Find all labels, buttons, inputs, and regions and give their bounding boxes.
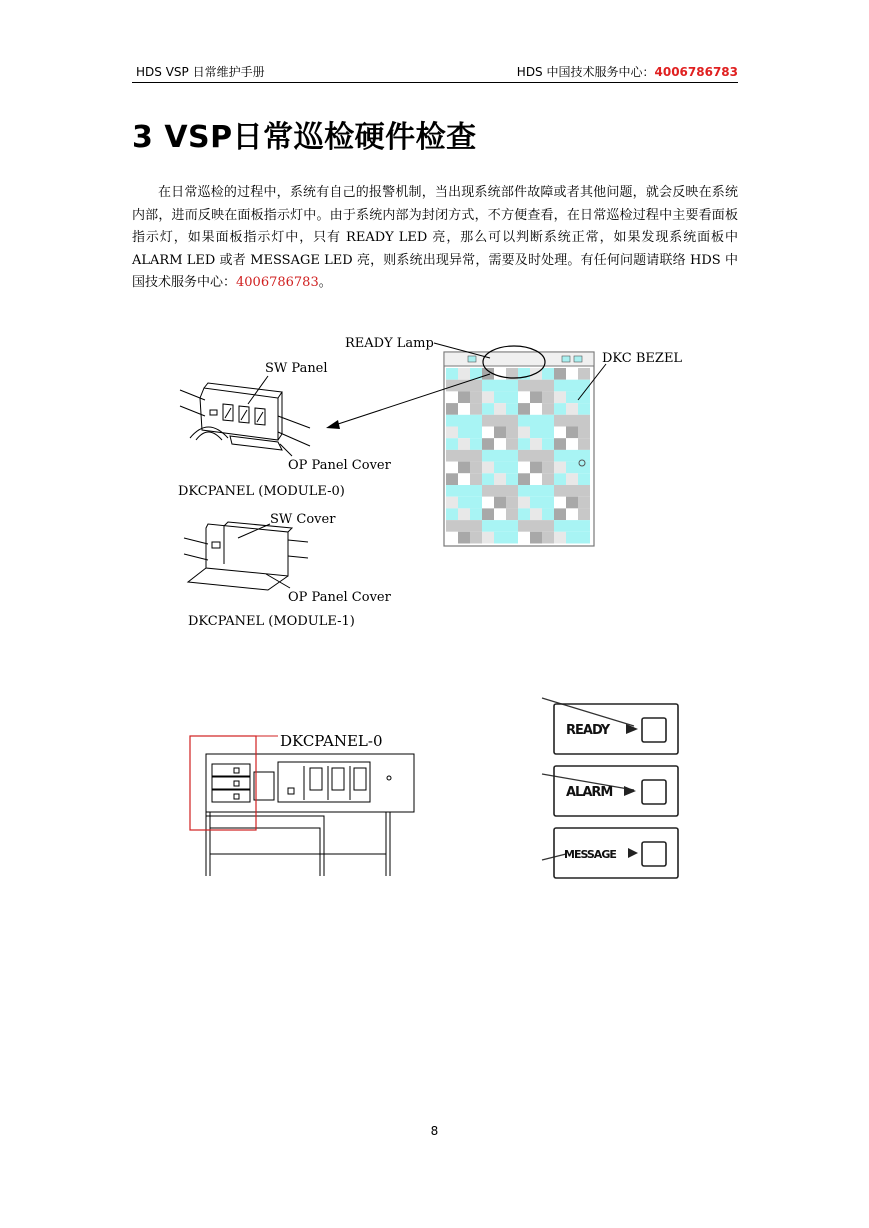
bezel-tile xyxy=(530,438,542,450)
bezel-tile xyxy=(542,427,554,439)
bezel-tile xyxy=(542,403,554,415)
dkcpanel0-label: DKCPANEL-0 xyxy=(280,732,383,750)
bezel-tile xyxy=(542,415,554,427)
bezel-tile xyxy=(506,532,518,544)
bezel-tile xyxy=(446,508,458,520)
bezel-tile xyxy=(470,427,482,439)
module1-label: DKCPANEL (MODULE-1) xyxy=(188,614,355,629)
bezel-tile xyxy=(482,415,494,427)
bezel-tile xyxy=(566,427,578,439)
bezel-tile xyxy=(494,403,506,415)
bezel-tile xyxy=(554,508,566,520)
bezel-tile xyxy=(470,485,482,497)
bezel-indicator-2 xyxy=(562,356,570,362)
bezel-tile xyxy=(470,508,482,520)
bezel-tile xyxy=(494,520,506,532)
bezel-tile xyxy=(458,473,470,485)
bezel-tile xyxy=(494,473,506,485)
bezel-tile xyxy=(530,485,542,497)
page-header xyxy=(132,58,738,83)
header-left: HDS VSP 日常维护手册 xyxy=(136,65,265,79)
bezel-tile xyxy=(458,391,470,403)
led-ready-label: READY xyxy=(566,723,610,738)
intro-end: 。 xyxy=(318,275,332,290)
bezel-tile xyxy=(566,520,578,532)
bezel-tile xyxy=(578,450,590,462)
bezel-tile xyxy=(506,520,518,532)
bezel-tile xyxy=(542,520,554,532)
bezel-indicator-3 xyxy=(574,356,582,362)
bezel-tile xyxy=(506,415,518,427)
bezel-tile xyxy=(494,380,506,392)
bezel-tile xyxy=(578,520,590,532)
bezel-tile xyxy=(482,497,494,509)
bezel-tile xyxy=(530,532,542,544)
bezel-tile xyxy=(530,380,542,392)
bezel-tile xyxy=(482,380,494,392)
bezel-tile xyxy=(578,532,590,544)
bezel-tile xyxy=(446,497,458,509)
dkcpanel0-drawing xyxy=(206,754,414,876)
bezel-tile xyxy=(482,462,494,474)
header-center-label: HDS 中国技术服务中心： xyxy=(516,65,655,79)
bezel-tile xyxy=(578,497,590,509)
led-alarm-arrow xyxy=(624,786,636,796)
bezel-tile xyxy=(518,450,530,462)
bezel-tile xyxy=(566,438,578,450)
bezel-tile xyxy=(566,485,578,497)
bezel-tile xyxy=(554,380,566,392)
bezel-tile xyxy=(518,520,530,532)
bezel-tile xyxy=(482,438,494,450)
page-number: 8 xyxy=(430,1124,439,1138)
bezel-tile xyxy=(542,497,554,509)
bezel-tile xyxy=(554,415,566,427)
bezel-tile xyxy=(554,532,566,544)
sw-cover-label: SW Cover xyxy=(270,512,336,527)
bezel-tile xyxy=(494,532,506,544)
header-right xyxy=(517,63,738,80)
bezel-tile xyxy=(566,403,578,415)
bezel-tile xyxy=(446,473,458,485)
bezel-tile xyxy=(518,427,530,439)
bezel-tile xyxy=(458,532,470,544)
intro-phone: 4006786783 xyxy=(236,275,319,290)
bezel-tile xyxy=(470,462,482,474)
bezel-tile xyxy=(494,497,506,509)
bezel-tile xyxy=(470,450,482,462)
bezel-tile xyxy=(530,462,542,474)
bezel-tile xyxy=(458,497,470,509)
bezel-tile xyxy=(470,438,482,450)
module0-drawing xyxy=(180,383,310,450)
bezel-tile xyxy=(554,368,566,380)
bezel-tile xyxy=(578,462,590,474)
bezel-tile xyxy=(506,497,518,509)
bezel-tile xyxy=(470,403,482,415)
bezel-tile xyxy=(554,462,566,474)
led-message-label: MESSAGE xyxy=(564,848,616,861)
bezel-tile xyxy=(494,450,506,462)
bezel-tile xyxy=(494,415,506,427)
bezel-tile xyxy=(458,368,470,380)
arrow-head xyxy=(326,420,340,429)
bezel-tile xyxy=(458,450,470,462)
bezel-tile xyxy=(554,438,566,450)
bezel-tile xyxy=(446,532,458,544)
bezel-tile xyxy=(482,520,494,532)
dkc-bezel-grid xyxy=(446,368,590,544)
bezel-tile xyxy=(470,532,482,544)
bezel-tile xyxy=(554,520,566,532)
bezel-tile xyxy=(566,450,578,462)
bezel-tile xyxy=(446,368,458,380)
bezel-tile xyxy=(578,403,590,415)
bezel-tile xyxy=(530,415,542,427)
bezel-tile xyxy=(542,462,554,474)
bezel-tile xyxy=(554,473,566,485)
dkcpanel0-diagram xyxy=(186,728,426,880)
bezel-tile xyxy=(578,415,590,427)
op-panel-cover-label-2: OP Panel Cover xyxy=(288,590,391,605)
bezel-tile xyxy=(530,473,542,485)
op-panel-cover-label-1: OP Panel Cover xyxy=(288,458,391,473)
bezel-tile xyxy=(530,520,542,532)
bezel-tile xyxy=(578,368,590,380)
bezel-tile xyxy=(470,473,482,485)
bezel-tile xyxy=(446,415,458,427)
bezel-tile xyxy=(578,380,590,392)
bezel-tile xyxy=(446,427,458,439)
bezel-tile xyxy=(470,415,482,427)
bezel-tile xyxy=(446,403,458,415)
bezel-tile xyxy=(458,438,470,450)
bezel-tile xyxy=(578,473,590,485)
led-message-arrow xyxy=(628,848,638,858)
bezel-tile xyxy=(446,438,458,450)
bezel-tile xyxy=(542,368,554,380)
bezel-tile xyxy=(506,391,518,403)
bezel-tile xyxy=(554,427,566,439)
dkc-bezel-label: DKC BEZEL xyxy=(602,351,683,366)
bezel-tile xyxy=(458,427,470,439)
bezel-tile xyxy=(554,391,566,403)
bezel-tile xyxy=(566,368,578,380)
bezel-tile xyxy=(566,497,578,509)
bezel-tile xyxy=(554,497,566,509)
bezel-tile xyxy=(446,450,458,462)
header-phone: 4006786783 xyxy=(654,65,738,79)
bezel-tile xyxy=(566,391,578,403)
sw-panel-label: SW Panel xyxy=(265,361,328,376)
bezel-tile xyxy=(518,438,530,450)
led-alarm-label: ALARM xyxy=(566,785,613,800)
bezel-tile xyxy=(578,438,590,450)
dkc-panel-diagram xyxy=(170,328,710,638)
section-title: 3 VSP日常巡检硬件检查 xyxy=(132,120,477,155)
bezel-tile xyxy=(518,485,530,497)
bezel-tile xyxy=(566,462,578,474)
bezel-tile xyxy=(554,485,566,497)
bezel-tile xyxy=(470,380,482,392)
bezel-tile xyxy=(458,508,470,520)
bezel-tile xyxy=(542,508,554,520)
bezel-tile xyxy=(482,508,494,520)
bezel-tile xyxy=(494,427,506,439)
status-leds-diagram xyxy=(538,692,688,884)
bezel-tile xyxy=(542,473,554,485)
bezel-tile xyxy=(506,462,518,474)
bezel-tile xyxy=(458,485,470,497)
bezel-tile xyxy=(542,391,554,403)
bezel-tile xyxy=(506,473,518,485)
bezel-tile xyxy=(518,497,530,509)
bezel-tile xyxy=(542,532,554,544)
bezel-tile xyxy=(518,380,530,392)
sw-cover-leader xyxy=(238,524,270,538)
bezel-tile xyxy=(566,508,578,520)
bezel-tile xyxy=(506,450,518,462)
led-alarm-light xyxy=(642,780,666,804)
bezel-tile xyxy=(494,438,506,450)
bezel-tile xyxy=(446,391,458,403)
bezel-tile xyxy=(518,462,530,474)
bezel-tile xyxy=(494,368,506,380)
bezel-tile xyxy=(542,380,554,392)
intro-paragraph xyxy=(132,182,738,295)
bezel-tile xyxy=(518,403,530,415)
bezel-tile xyxy=(578,508,590,520)
bezel-tile xyxy=(566,473,578,485)
bezel-tile xyxy=(470,520,482,532)
bezel-tile xyxy=(494,391,506,403)
led-ready-light xyxy=(642,718,666,742)
module0-label: DKCPANEL (MODULE-0) xyxy=(178,484,345,499)
bezel-tile xyxy=(482,450,494,462)
bezel-tile xyxy=(518,473,530,485)
bezel-tile xyxy=(470,391,482,403)
bezel-tile xyxy=(542,438,554,450)
bezel-tile xyxy=(482,403,494,415)
bezel-tile xyxy=(482,485,494,497)
bezel-tile xyxy=(482,473,494,485)
module1-drawing xyxy=(184,522,308,590)
bezel-tile xyxy=(518,415,530,427)
bezel-tile xyxy=(506,438,518,450)
led-message xyxy=(542,828,678,878)
bezel-tile xyxy=(542,450,554,462)
bezel-tile xyxy=(494,485,506,497)
bezel-tile xyxy=(554,450,566,462)
bezel-top-strip xyxy=(444,352,594,366)
bezel-tile xyxy=(458,415,470,427)
bezel-tile xyxy=(542,485,554,497)
bezel-tile xyxy=(494,462,506,474)
bezel-tile xyxy=(506,380,518,392)
bezel-tile xyxy=(578,485,590,497)
bezel-tile xyxy=(470,368,482,380)
led-ready-pointer xyxy=(542,698,634,726)
bezel-tile xyxy=(530,427,542,439)
bezel-indicator xyxy=(468,356,476,362)
bezel-tile xyxy=(446,485,458,497)
bezel-tile xyxy=(506,427,518,439)
led-ready xyxy=(542,698,678,754)
bezel-tile xyxy=(518,508,530,520)
bezel-tile xyxy=(530,497,542,509)
ready-lamp-label: READY Lamp xyxy=(345,336,434,351)
bezel-tile xyxy=(506,485,518,497)
bezel-tile xyxy=(482,532,494,544)
bezel-tile xyxy=(566,532,578,544)
bezel-tile xyxy=(446,520,458,532)
bezel-tile xyxy=(530,403,542,415)
bezel-tile xyxy=(482,427,494,439)
bezel-tile xyxy=(530,450,542,462)
bezel-tile xyxy=(530,508,542,520)
bezel-tile xyxy=(566,415,578,427)
bezel-tile xyxy=(506,508,518,520)
led-alarm xyxy=(542,766,678,816)
bezel-tile xyxy=(458,520,470,532)
intro-text: 在日常巡检的过程中，系统有自己的报警机制，当出现系统部件故障或者其他问题，就会反映在系统内部，进而反映在面板指示灯中。由于系统内部为封闭方式，不方便查看，在日常巡检过程中主要看面板指示灯，如果面板指示灯中，只有 READY LED 亮，那么可以判断系统正常，如果发现系统面板中 ALARM LED 或者 MESSAGE LED 亮，则系统出现异常，需要及时处理。有任何问题请联络 HDS 中国技术服务中心： xyxy=(132,185,738,290)
bezel-tile xyxy=(518,532,530,544)
bezel-tile xyxy=(530,391,542,403)
bezel-tile xyxy=(554,403,566,415)
bezel-tile xyxy=(458,403,470,415)
bezel-tile xyxy=(494,508,506,520)
bezel-tile xyxy=(446,462,458,474)
bezel-tile xyxy=(470,497,482,509)
bezel-tile xyxy=(458,462,470,474)
bezel-tile xyxy=(518,391,530,403)
led-message-light xyxy=(642,842,666,866)
bezel-tile xyxy=(506,403,518,415)
bezel-tile xyxy=(566,380,578,392)
bezel-tile xyxy=(482,391,494,403)
bezel-tile xyxy=(578,427,590,439)
